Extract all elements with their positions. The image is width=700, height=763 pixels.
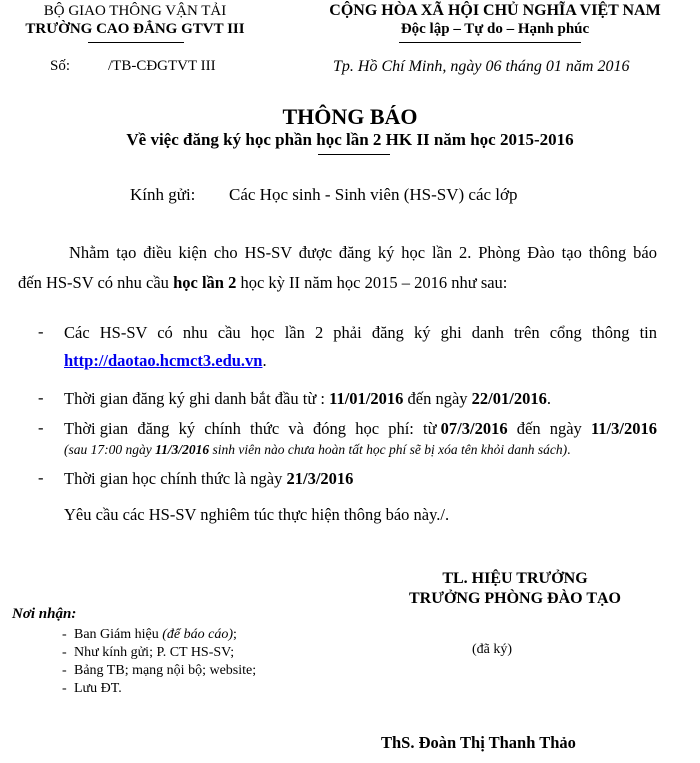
intro-line-1: Nhằm tạo điều kiện cho HS-SV được đăng ký học lần 2. Phòng Đào tạo thông báo <box>69 243 657 262</box>
signature-title-1: TL. HIỆU TRƯỞNG <box>442 570 588 587</box>
intro-emphasis: học lần 2 <box>173 273 237 292</box>
title-rule <box>318 154 390 155</box>
item-2-text: Thời gian đăng ký ghi danh bắt đầu từ : 11/01/2016 đến ngày 22/01/2016. <box>64 389 551 408</box>
bullet-dash: - <box>38 322 44 341</box>
intro-line-2: đến HS-SV có nhu cầu học lần 2 học kỳ II năm học 2015 – 2016 như sau: <box>18 273 508 292</box>
signature-title-2: TRƯỞNG PHÒNG ĐÀO TẠO <box>408 590 621 607</box>
bullet-dash: - <box>38 388 44 407</box>
national-motto: Độc lập – Tự do – Hạnh phúc <box>400 21 590 37</box>
ministry-name: BỘ GIAO THÔNG VẬN TẢI <box>43 3 227 19</box>
item-1-text: Các HS-SV có nhu cầu học lần 2 phải đăng ký ghi danh trên cổng thông tin <box>64 323 657 342</box>
notice-title: THÔNG BÁO <box>282 104 418 129</box>
item-3-note: (sau 17:00 ngày 11/3/2016 sinh viên nào chưa hoàn tất học phí sẽ bị xóa tên khỏi danh sách). <box>64 442 571 457</box>
place-and-date: Tp. Hồ Chí Minh, ngày 06 tháng 01 năm 2016 <box>333 58 630 75</box>
document-number-code: /TB-CĐGTVT III <box>108 58 216 74</box>
bullet-dash: - <box>38 418 44 437</box>
closing-sentence: Yêu cầu các HS-SV nghiêm túc thực hiện thông báo này./. <box>64 505 450 524</box>
nation-name: CỘNG HÒA XÃ HỘI CHỦ NGHĨA VIỆT NAM <box>329 2 661 19</box>
right-header-rule <box>399 42 581 43</box>
greeting-label: Kính gửi: <box>130 185 196 204</box>
recipient-item: - Lưu ĐT. <box>62 681 122 696</box>
item-1-link-line: http://daotao.hcmct3.edu.vn. <box>64 351 267 370</box>
left-header-rule <box>88 42 184 43</box>
notice-subject: Về việc đăng ký học phần học lần 2 HK II năm học 2015-2016 <box>126 130 574 149</box>
bullet-dash: - <box>38 468 44 487</box>
signer-name: ThS. Đoàn Thị Thanh Thảo <box>381 733 576 752</box>
portal-link[interactable]: http://daotao.hcmct3.edu.vn <box>64 351 263 370</box>
item-4-text: Thời gian học chính thức là ngày 21/3/2016 <box>64 469 354 488</box>
greeting-recipients: Các Học sinh - Sinh viên (HS-SV) các lớp <box>229 185 518 204</box>
recipient-item: - Bảng TB; mạng nội bộ; website; <box>62 663 257 678</box>
recipient-item: - Ban Giám hiệu (để báo cáo); <box>62 627 237 642</box>
document-number-label: Số: <box>50 58 71 74</box>
school-name: TRƯỜNG CAO ĐẲNG GTVT III <box>25 21 245 37</box>
recipients-label: Nơi nhận: <box>12 606 77 622</box>
signed-mark: (đã ký) <box>472 642 513 657</box>
item-3-text: Thời gian đăng ký chính thức và đóng học phí: từ 07/3/2016 đến ngày 11/3/2016 <box>64 419 657 438</box>
recipient-item: - Như kính gửi; P. CT HS-SV; <box>62 645 235 660</box>
